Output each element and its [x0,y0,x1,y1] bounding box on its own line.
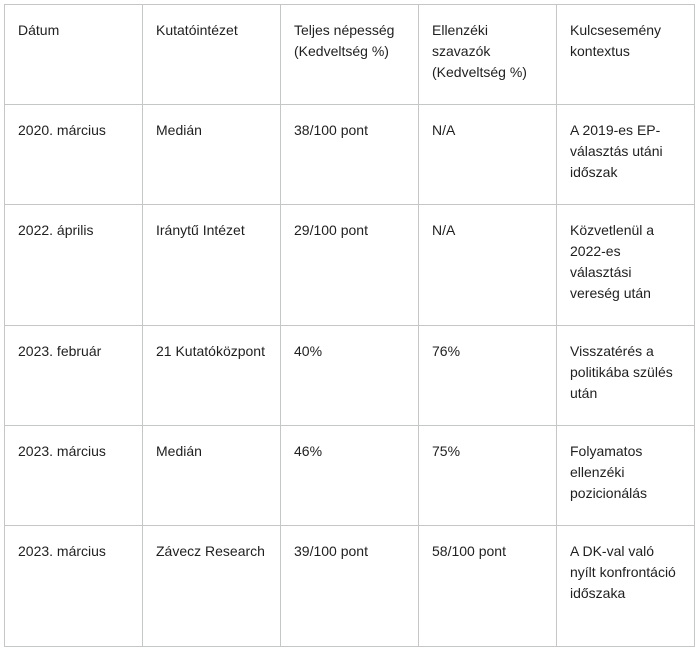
poll-table [4,4,695,647]
cell-date: 2023. március [5,526,143,647]
cell-institute: Závecz Research [143,526,281,647]
cell-key-event: Folyamatos ellenzéki pozicionálás [557,426,695,526]
table-row [5,526,695,647]
table-row [5,205,695,326]
cell-opposition-voters: N/A [419,105,557,205]
cell-institute: Medián [143,426,281,526]
cell-opposition-voters: 75% [419,426,557,526]
cell-total-population: 38/100 pont [281,105,419,205]
table-row [5,426,695,526]
cell-key-event: Közvetlenül a 2022-es választási vereség után [557,205,695,326]
cell-key-event: Visszatérés a politikába szülés után [557,326,695,426]
cell-date: 2022. április [5,205,143,326]
cell-key-event: A 2019-es EP-választás utáni időszak [557,105,695,205]
cell-date: 2023. március [5,426,143,526]
table-row [5,326,695,426]
cell-key-event: A DK-val való nyílt konfrontáció időszaka [557,526,695,647]
cell-total-population: 40% [281,326,419,426]
cell-opposition-voters: 58/100 pont [419,526,557,647]
cell-total-population: 39/100 pont [281,526,419,647]
table-row [5,105,695,205]
header-opposition-voters: Ellenzéki szavazók (Kedveltség %) [419,5,557,105]
cell-institute: 21 Kutatóközpont [143,326,281,426]
table-header-row [5,5,695,105]
header-key-event: Kulcsesemény kontextus [557,5,695,105]
cell-institute: Iránytű Intézet [143,205,281,326]
cell-opposition-voters: 76% [419,326,557,426]
header-institute: Kutatóintézet [143,5,281,105]
cell-total-population: 46% [281,426,419,526]
cell-institute: Medián [143,105,281,205]
poll-table-container [4,4,695,647]
cell-date: 2023. február [5,326,143,426]
cell-opposition-voters: N/A [419,205,557,326]
header-total-population: Teljes népesség (Kedveltség %) [281,5,419,105]
cell-date: 2020. március [5,105,143,205]
header-date: Dátum [5,5,143,105]
cell-total-population: 29/100 pont [281,205,419,326]
